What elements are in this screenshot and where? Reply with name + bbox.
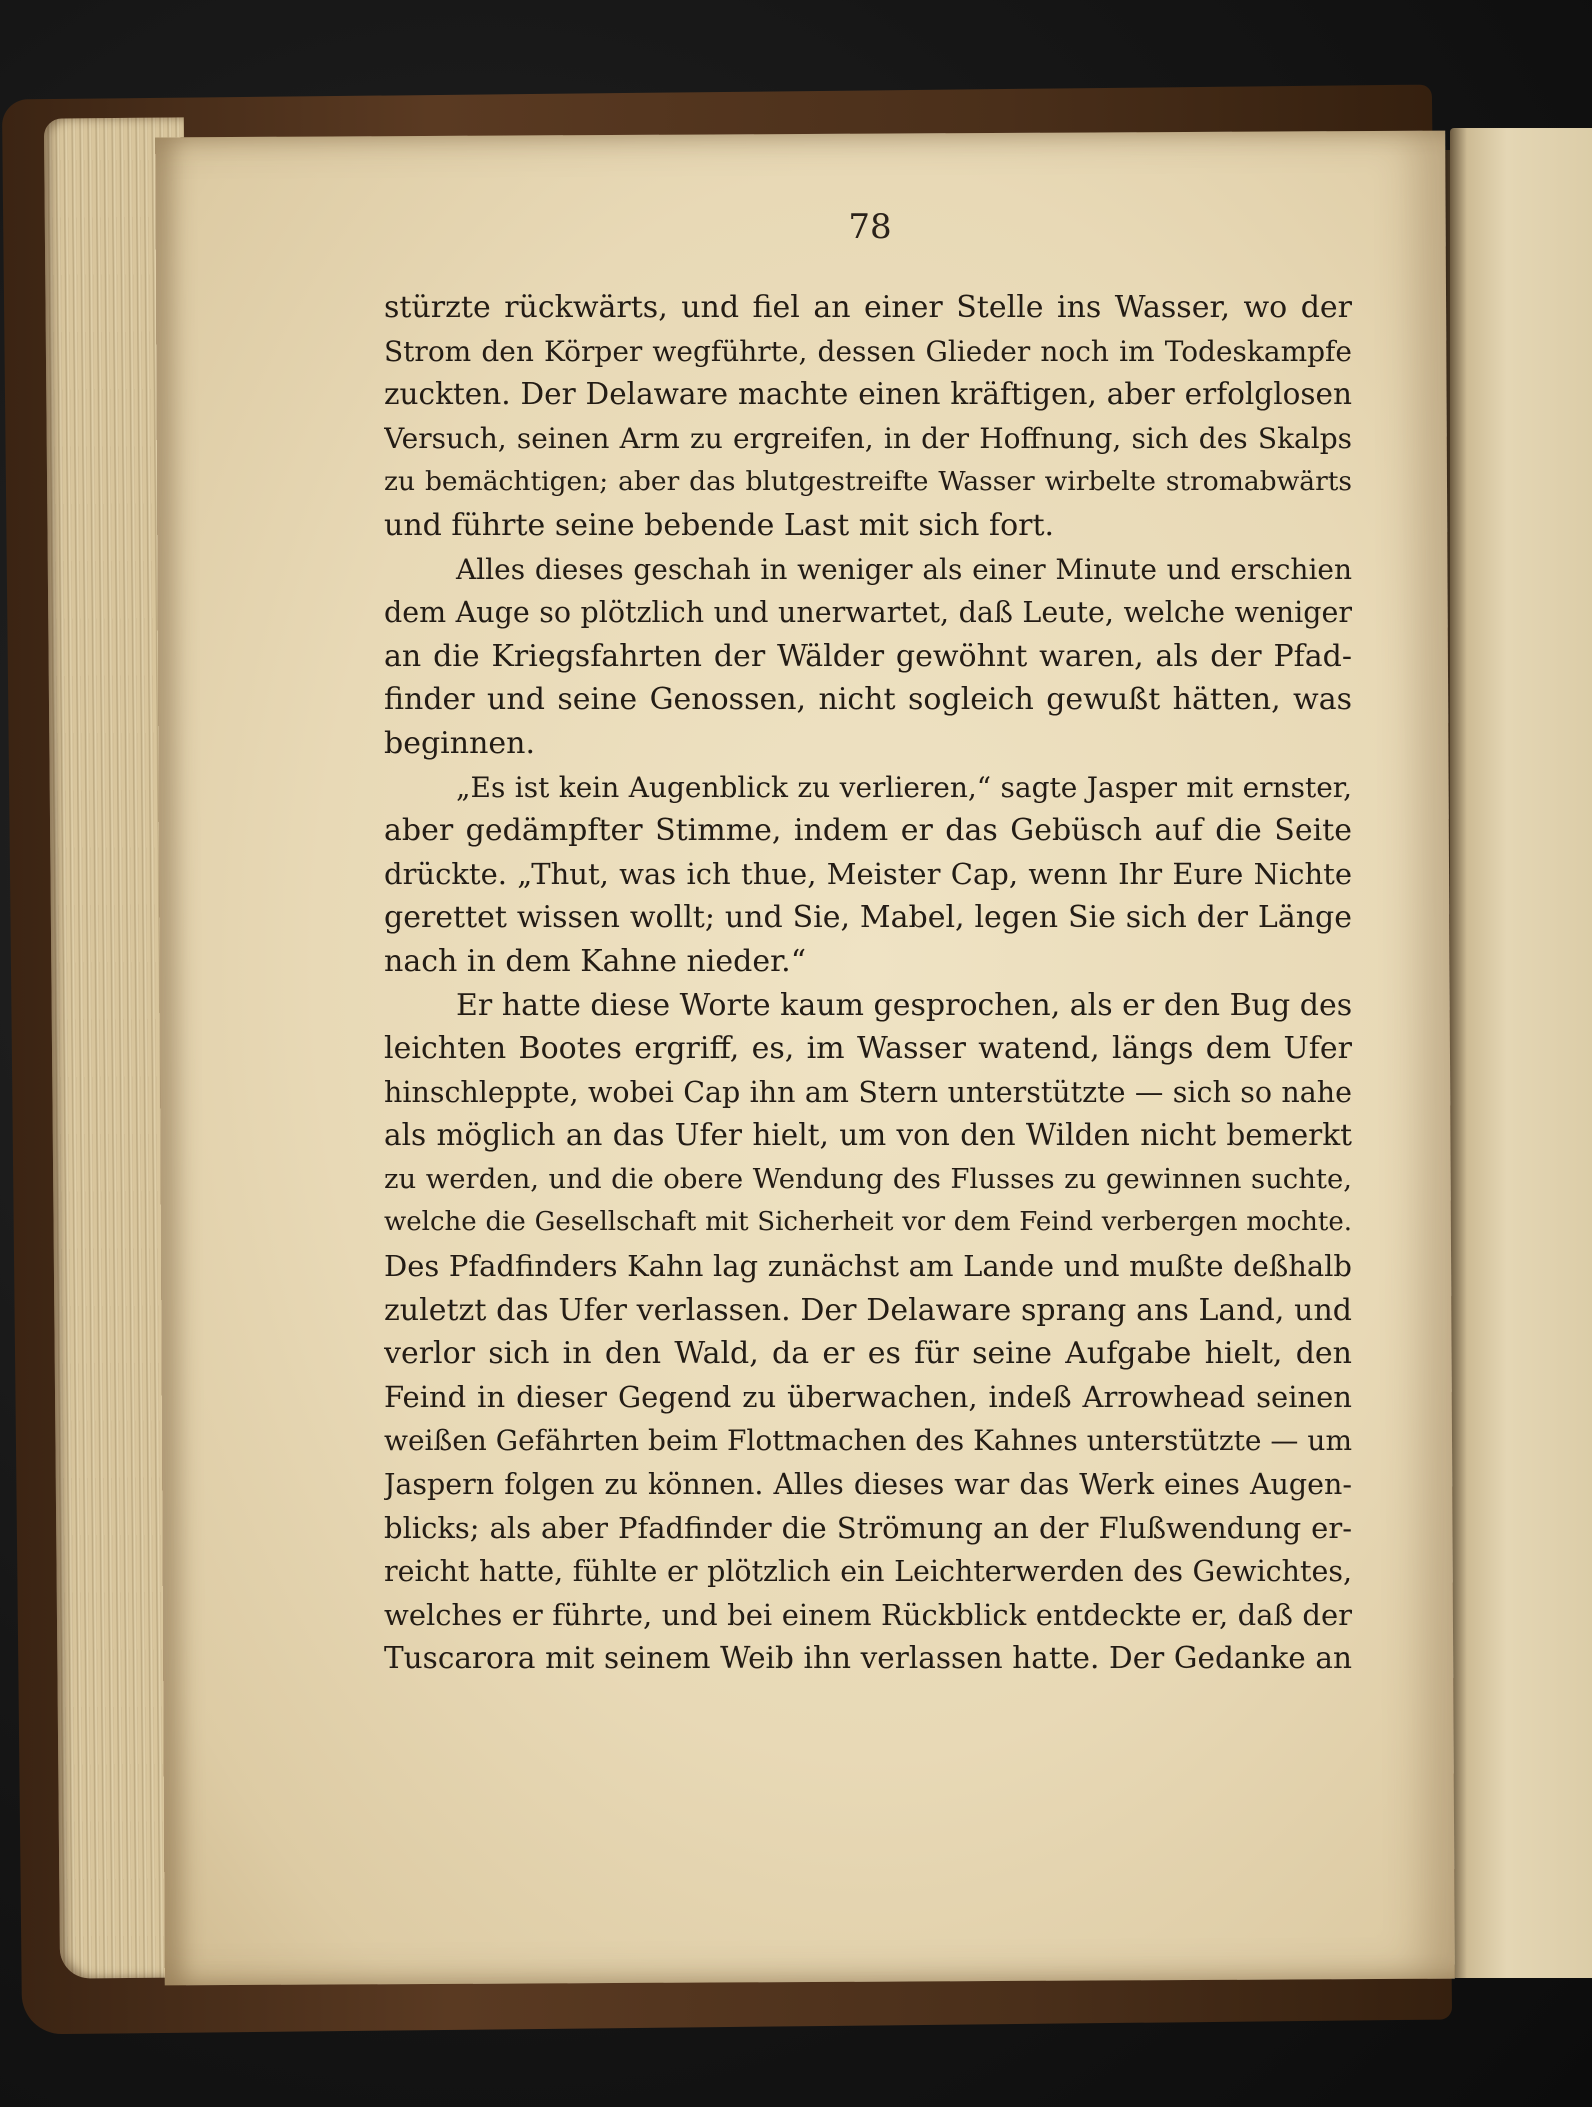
text-line: gerettet wissen wollt; und Sie, Mabel, legen Sie sich der Länge: [384, 900, 1352, 936]
text-line: Jaspern folgen zu können. Alles dieses war das Werk eines Augen-: [384, 1468, 1352, 1502]
text-line: hinschleppte, wobei Cap ihn am Stern unterstützte — sich so nahe: [384, 1075, 1352, 1109]
text-line: reicht hatte, fühlte er plötzlich ein Leichterwerden des Gewichtes,: [384, 1555, 1352, 1589]
text-line: zuckten. Der Delaware machte einen kräftigen, aber erfolglosen: [384, 377, 1352, 412]
text-line: Alles dieses geschah in weniger als einer Minute und erschien: [456, 552, 1352, 586]
page-number: 78: [848, 207, 892, 247]
text-line: Er hatte diese Worte kaum gesprochen, als er den Bug des: [456, 987, 1352, 1023]
text-line: welches er führte, und bei einem Rückblick entdeckte er, daß der: [384, 1597, 1352, 1632]
facing-page: [1450, 128, 1592, 1978]
text-line: weißen Gefährten beim Flottmachen des Kahnes unterstützte — um: [384, 1424, 1352, 1458]
text-line: welche die Gesellschaft mit Sicherheit vor dem Feind verbergen mochte.: [384, 1207, 1352, 1238]
text-line: Strom den Körper wegführte, dessen Glieder noch im Todeskampfe: [384, 334, 1352, 368]
text-line: zu werden, und die obere Wendung des Flusses zu gewinnen suchte,: [384, 1162, 1352, 1195]
text-line: an die Kriegsfahrten der Wälder gewöhnt waren, als der Pfad-: [384, 638, 1352, 674]
text-line: zu bemächtigen; aber das blutgestreifte Wasser wirbelte stromabwärts: [384, 466, 1352, 498]
text-line: nach in dem Kahne nieder.“: [384, 943, 807, 979]
text-line: Des Pfadfinders Kahn lag zunächst am Lande und mußte deßhalb: [384, 1249, 1352, 1284]
text-line: verlor sich in den Wald, da er es für seine Aufgabe hielt, den: [384, 1336, 1352, 1372]
text-line: leichten Bootes ergriff, es, im Wasser watend, längs dem Ufer: [384, 1031, 1352, 1067]
text-line: und führte seine bebende Last mit sich fort.: [384, 507, 1055, 543]
text-line: Feind in dieser Gegend zu überwachen, indeß Arrowhead seinen: [384, 1379, 1352, 1414]
text-line: Tuscarora mit seinem Weib ihn verlassen hatte. Der Gedanke an: [384, 1641, 1352, 1676]
text-line: dem Auge so plötzlich und unerwartet, daß Leute, welche weniger: [384, 596, 1352, 630]
text-line: als möglich an das Ufer hielt, um von den Wilden nicht bemerkt: [384, 1118, 1352, 1153]
text-line: beginnen.: [384, 725, 536, 761]
text-line: aber gedämpfter Stimme, indem er das Gebüsch auf die Seite: [384, 813, 1352, 849]
text-line: blicks; als aber Pfadfinder die Strömung an der Flußwendung er-: [384, 1510, 1352, 1545]
text-line: Versuch, seinen Arm zu ergreifen, in der Hoffnung, sich des Skalps: [384, 421, 1352, 455]
text-line: stürzte rückwärts, und fiel an einer Stelle ins Wasser, wo der: [384, 290, 1352, 325]
body-text: [384, 286, 1352, 1681]
text-line: „Es ist kein Augenblick zu verlieren,“ sagte Jasper mit ernster,: [456, 770, 1352, 804]
text-line: finder und seine Genossen, nicht sogleich gewußt hätten, was: [384, 682, 1352, 718]
text-line: zuletzt das Ufer verlassen. Der Delaware sprang ans Land, und: [384, 1292, 1352, 1328]
text-line: drückte. „Thut, was ich thue, Meister Cap, wenn Ihr Eure Nichte: [384, 856, 1352, 891]
